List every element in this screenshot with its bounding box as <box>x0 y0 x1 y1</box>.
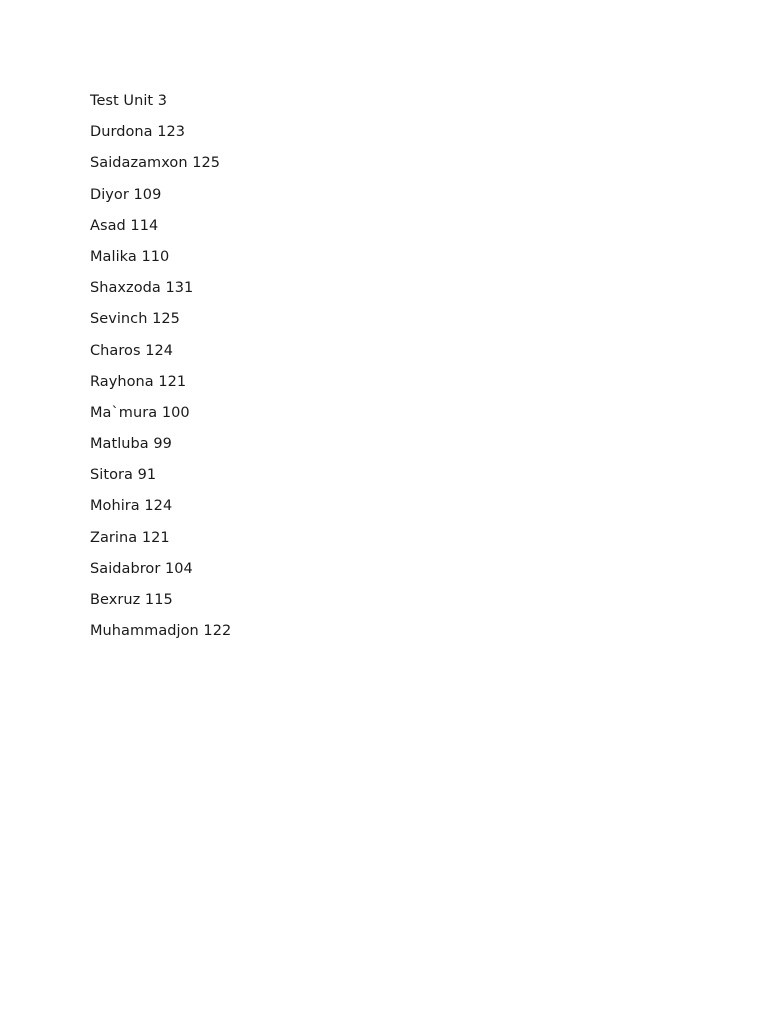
list-item: Durdona 123 <box>90 124 186 141</box>
list-item: Shaxzoda 131 <box>90 280 194 297</box>
list-item: Sitora 91 <box>90 467 157 484</box>
list-item: Ma`mura 100 <box>90 404 190 421</box>
list-item: Saidazamxon 125 <box>90 155 221 172</box>
list-item: Matluba 99 <box>90 436 172 453</box>
document-body <box>90 91 231 652</box>
list-item: Rayhona 121 <box>90 373 187 390</box>
list-item: Mohira 124 <box>90 498 173 515</box>
list-item: Zarina 121 <box>90 529 170 546</box>
list-item: Muhammadjon 122 <box>90 623 232 640</box>
list-item: Asad 114 <box>90 217 159 234</box>
list-item: Diyor 109 <box>90 186 162 203</box>
document-title: Test Unit 3 <box>90 93 168 109</box>
list-item: Saidabror 104 <box>90 560 193 577</box>
list-item: Charos 124 <box>90 342 174 359</box>
list-item: Bexruz 115 <box>90 592 173 608</box>
list-item: Malika 110 <box>90 248 170 265</box>
list-item: Sevinch 125 <box>90 311 180 328</box>
